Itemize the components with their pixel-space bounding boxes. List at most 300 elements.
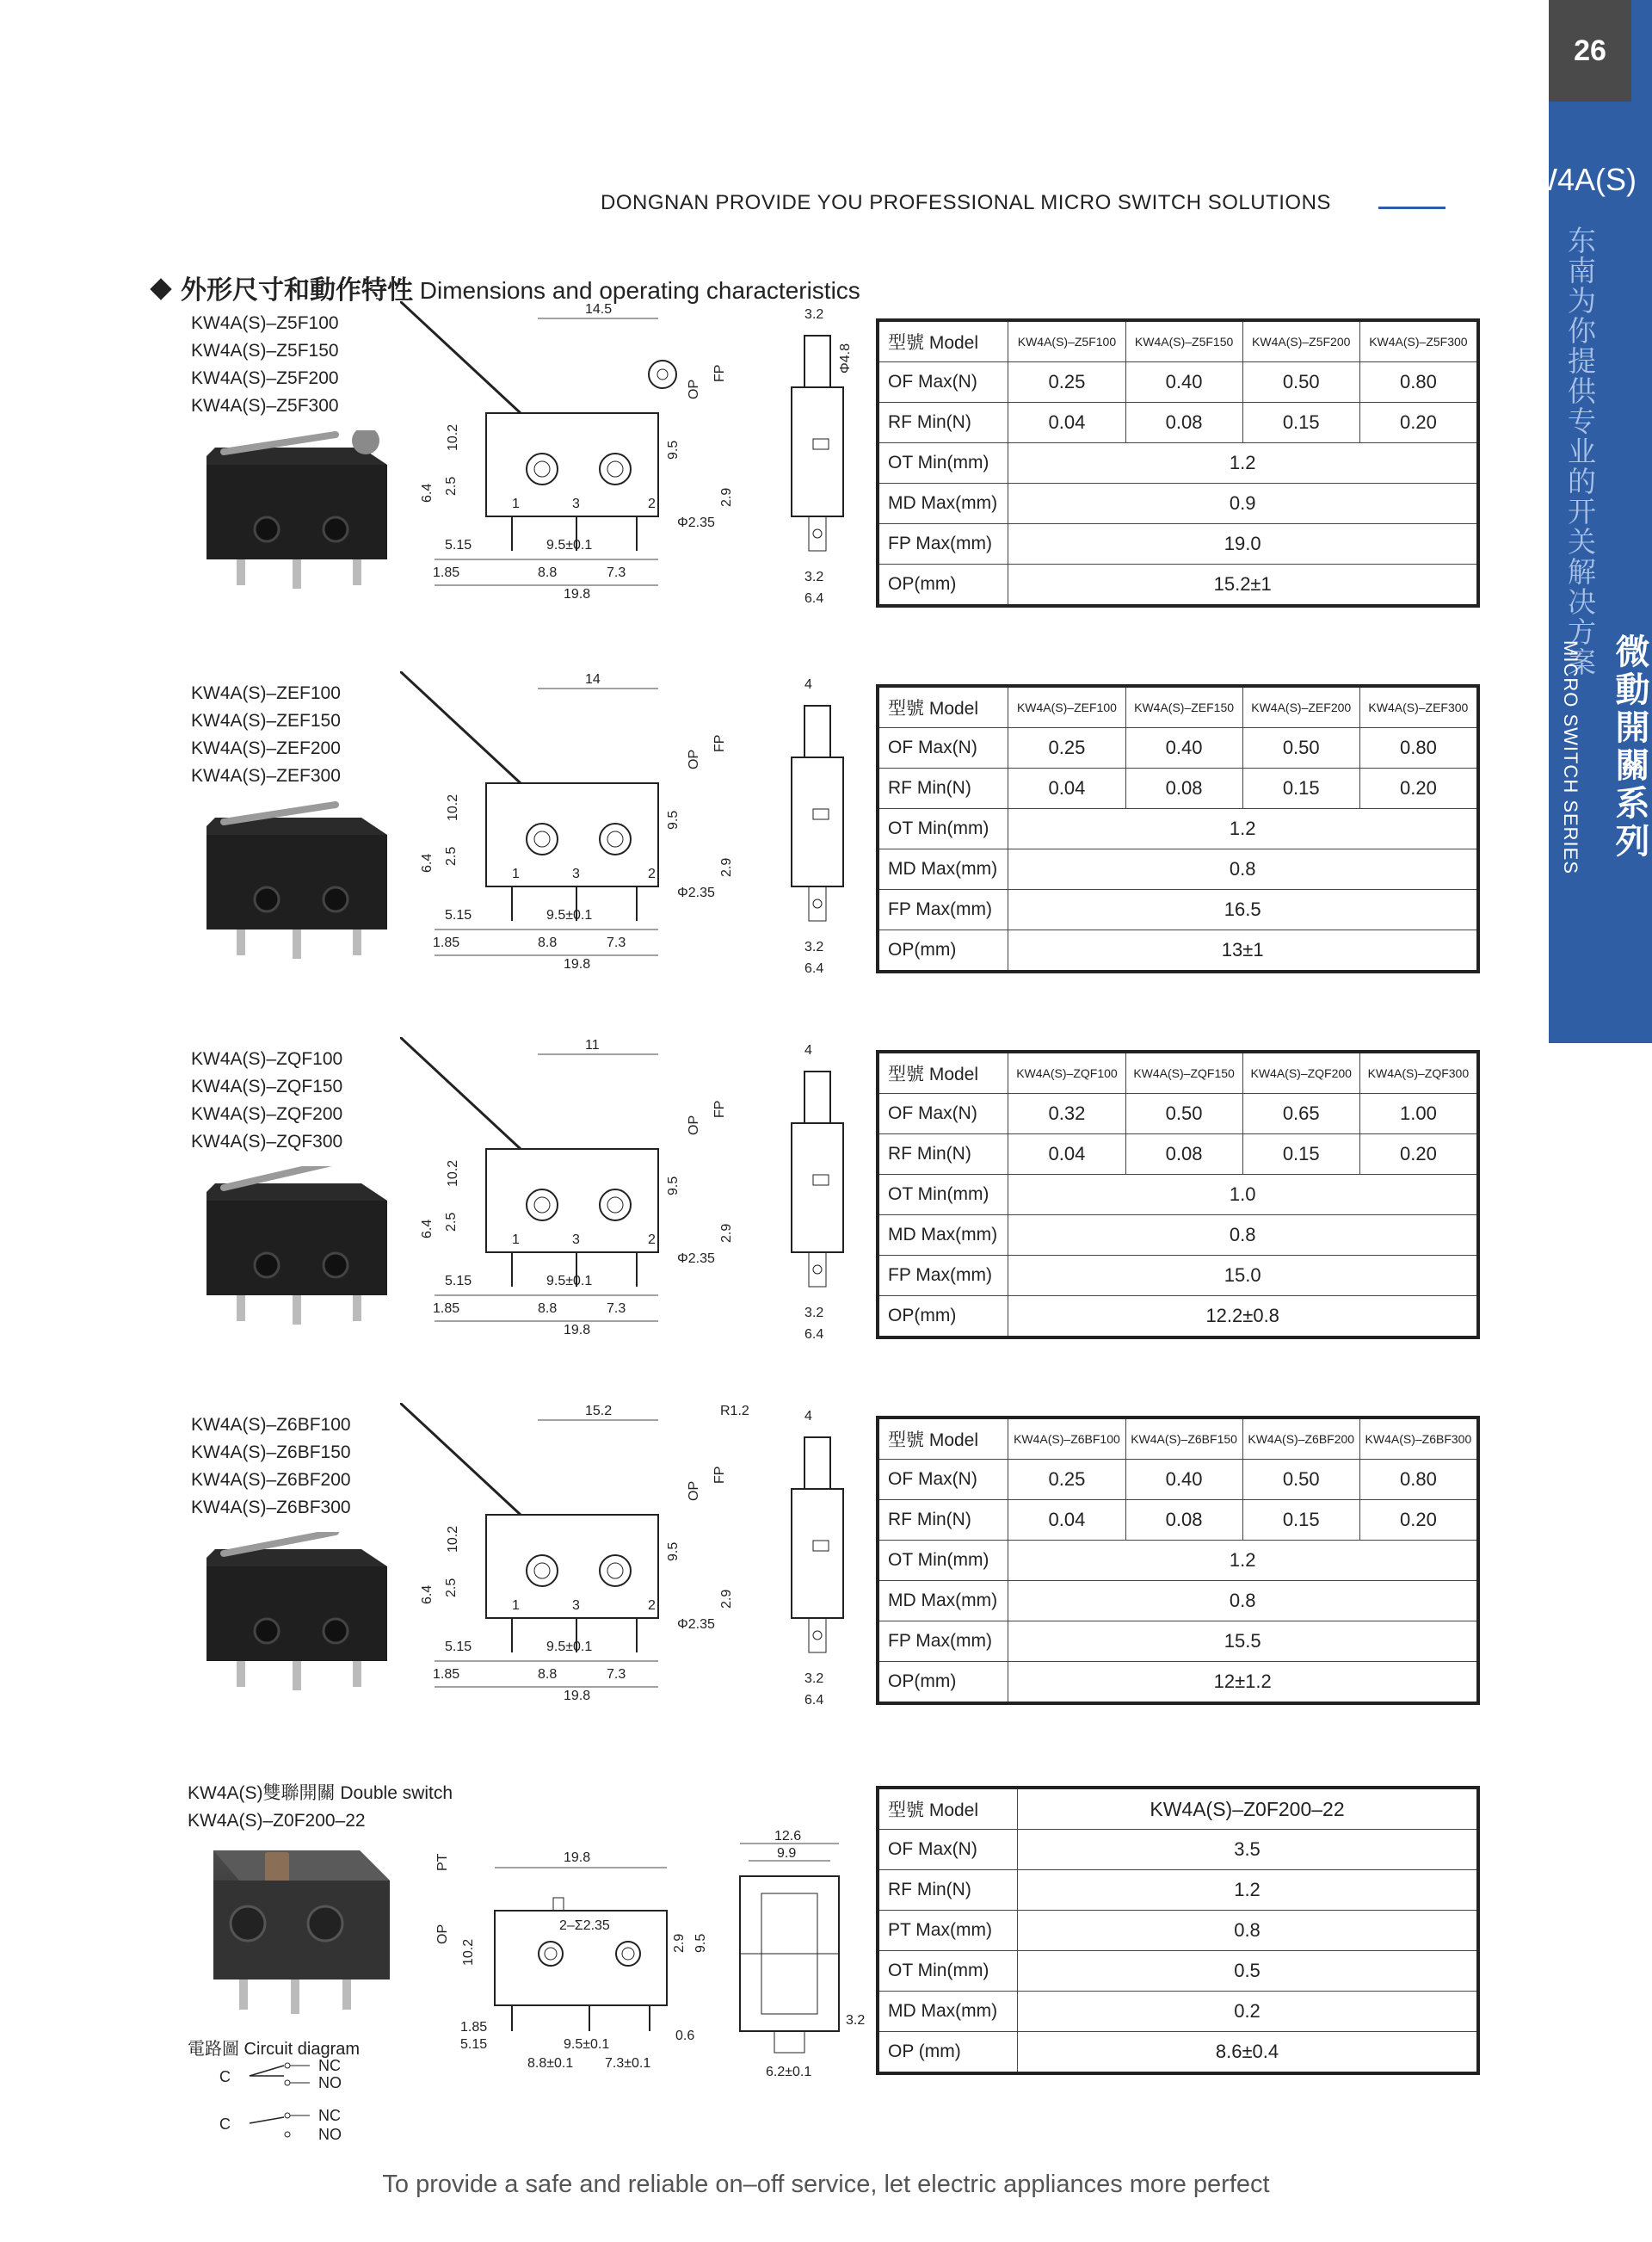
dim-tw1: 3.2	[804, 1671, 824, 1686]
model-list-item: KW4A(S)–Z6BF150	[191, 1442, 351, 1462]
table-row	[878, 890, 1478, 930]
dim-roller: Φ4.8	[838, 343, 853, 374]
dim-height: 10.2	[446, 1159, 460, 1187]
dim-d2: 2.9	[719, 1589, 734, 1609]
svg-text:OP: OP	[687, 1115, 701, 1135]
front-drawing	[400, 1037, 770, 1373]
dim-c5: 8.8±0.1	[527, 2056, 574, 2071]
dim-c5: 7.3	[607, 565, 626, 580]
row-label: OP (mm)	[878, 2032, 1018, 2074]
dim-c6: 19.8	[564, 1323, 591, 1337]
dim-length: 14.5	[585, 302, 613, 317]
of-value: 0.40	[1125, 362, 1242, 403]
model-list	[191, 1046, 342, 1156]
dim-c4: 8.8	[538, 936, 558, 950]
dim-pin: 2.5	[444, 846, 459, 866]
dim-w1: 12.6	[774, 1829, 802, 1844]
row-label: OP(mm)	[878, 1296, 1008, 1338]
model-list-item: KW4A(S)–ZEF150	[191, 711, 341, 731]
row-label: RF Min(N)	[878, 769, 1008, 809]
svg-text:OP: OP	[687, 1480, 701, 1501]
sidebar-model: KW4A(S)	[1507, 162, 1637, 197]
svg-text:FP: FP	[712, 1466, 727, 1484]
page-number: 26	[1549, 0, 1631, 102]
row-label: 型號 Model	[878, 320, 1008, 362]
dim-tw1: 3.2	[804, 1306, 824, 1320]
table-row	[878, 403, 1478, 443]
row-label: MD Max(mm)	[878, 1581, 1008, 1621]
dim-length: 15.2	[585, 1404, 613, 1418]
of-value: 0.50	[1125, 1094, 1242, 1134]
op-value: 12±1.2	[1008, 1662, 1478, 1704]
model-list-item: KW4A(S)–ZQF150	[191, 1077, 343, 1096]
dim-w2: 9.9	[777, 1846, 797, 1861]
model-list-item: KW4A(S)–Z6BF200	[191, 1470, 351, 1490]
model-header: KW4A(S)–ZEF300	[1359, 686, 1478, 728]
table-row	[878, 728, 1478, 769]
table-row	[878, 1052, 1478, 1094]
svg-text:1: 1	[512, 1232, 520, 1247]
table-row	[878, 1417, 1478, 1460]
dim-c6: 19.8	[564, 957, 591, 972]
of-value: 0.50	[1242, 728, 1359, 769]
side-drawing	[779, 1403, 873, 1713]
md-value: 0.8	[1008, 1215, 1478, 1256]
model-list-item: KW4A(S)–Z5F100	[191, 313, 339, 333]
dim-radius: R1.2	[720, 1404, 749, 1418]
model-header: KW4A(S)–Z5F150	[1125, 320, 1242, 362]
double-value: 1.2	[1018, 1870, 1479, 1911]
rf-value: 0.20	[1359, 403, 1478, 443]
tagline: DONGNAN PROVIDE YOU PROFESSIONAL MICRO SWITCH SOLUTIONS	[601, 191, 1331, 214]
sidebar-series-en: MICRO SWITCH SERIES	[1560, 640, 1581, 875]
dim-height: 10.2	[446, 1525, 460, 1553]
model-list	[191, 310, 339, 420]
dim-d1: 2.9	[672, 1933, 687, 1953]
row-label: OP(mm)	[878, 1662, 1008, 1704]
dim-w: 4	[804, 1409, 812, 1424]
of-value: 0.40	[1125, 1460, 1242, 1500]
dim-pin: 2.5	[444, 476, 459, 496]
dim-d1: 9.5	[666, 1176, 681, 1195]
dim-tw1: 3.2	[804, 570, 824, 584]
row-label: RF Min(N)	[878, 1134, 1008, 1175]
dim-w3: 3.2	[846, 2013, 866, 2028]
spec-table	[876, 1416, 1480, 1705]
svg-text:3: 3	[572, 867, 580, 881]
circuit-nc1: NC	[318, 2059, 341, 2074]
svg-text:3: 3	[572, 1598, 580, 1613]
double-value: 8.6±0.4	[1018, 2032, 1479, 2074]
svg-text:2: 2	[648, 1232, 656, 1247]
row-label: MD Max(mm)	[878, 1992, 1018, 2032]
op-value: 13±1	[1008, 930, 1478, 973]
dim-height: 10.2	[446, 423, 460, 451]
dim-d2: 9.5	[693, 1933, 708, 1953]
dim-pinh: 6.4	[420, 853, 435, 873]
table-row	[878, 1621, 1478, 1662]
front-drawing	[400, 671, 770, 1007]
spec-table	[876, 1050, 1480, 1339]
svg-text:FP: FP	[712, 734, 727, 752]
dim-length: 14	[585, 672, 601, 687]
dim-d2: 2.9	[719, 487, 734, 507]
table-row	[878, 1911, 1478, 1951]
svg-text:FP: FP	[712, 364, 727, 382]
table-row	[878, 1788, 1478, 1830]
dim-c6: 19.8	[564, 1689, 591, 1703]
dim-w4: 6.2±0.1	[766, 2065, 812, 2079]
row-label: 型號 Model	[878, 686, 1008, 728]
model-header: KW4A(S)–Z5F300	[1359, 320, 1478, 362]
table-row	[878, 769, 1478, 809]
table-row	[878, 930, 1478, 973]
dim-c4: 8.8	[538, 1667, 558, 1682]
model-header: KW4A(S)–ZEF100	[1008, 686, 1125, 728]
dim-w: 3.2	[804, 307, 824, 322]
rf-value: 0.20	[1359, 769, 1478, 809]
switch-photo	[189, 430, 396, 594]
dim-c3: 1.85	[433, 565, 460, 580]
sidebar-series-cn: 微動開關系列	[1611, 633, 1649, 861]
row-label: PT Max(mm)	[878, 1911, 1018, 1951]
md-value: 0.9	[1008, 484, 1478, 524]
dim-pinh: 6.4	[420, 1219, 435, 1238]
dim-tw2: 6.4	[804, 591, 824, 606]
dim-c4: 8.8	[538, 565, 558, 580]
rf-value: 0.20	[1359, 1134, 1478, 1175]
dim-c1: 5.15	[445, 908, 472, 923]
side-drawing	[779, 671, 873, 981]
model-header: KW4A(S)–Z5F200	[1242, 320, 1359, 362]
double-switch-photo	[188, 1842, 403, 2027]
svg-text:1: 1	[512, 1598, 520, 1613]
row-label: FP Max(mm)	[878, 524, 1008, 565]
dim-c3: 9.5±0.1	[564, 2037, 610, 2052]
table-row	[878, 565, 1478, 607]
model-header: KW4A(S)–ZQF150	[1125, 1052, 1242, 1094]
of-value: 1.00	[1359, 1094, 1478, 1134]
table-row	[878, 1870, 1478, 1911]
model-header: KW4A(S)–Z5F100	[1008, 320, 1125, 362]
dim-c2: 9.5±0.1	[546, 1274, 593, 1288]
model-header: KW4A(S)–ZQF200	[1242, 1052, 1359, 1094]
ot-value: 1.0	[1008, 1175, 1478, 1215]
table-row	[878, 1581, 1478, 1621]
model-header: KW4A(S)–Z6BF100	[1008, 1417, 1125, 1460]
dim-c2: 5.15	[460, 2037, 488, 2052]
double-model: KW4A(S)–Z0F200–22	[1018, 1788, 1479, 1830]
dim-c5: 7.3	[607, 1301, 626, 1316]
dim-c2: 9.5±0.1	[546, 538, 593, 553]
fp-value: 15.0	[1008, 1256, 1478, 1296]
dim-hole: Φ2.35	[677, 516, 715, 530]
dim-op: OP	[435, 1924, 450, 1944]
circuit-nc2: NC	[318, 2107, 341, 2124]
dim-length: 19.8	[564, 1850, 591, 1865]
of-value: 0.50	[1242, 1460, 1359, 1500]
ot-value: 1.2	[1008, 1541, 1478, 1581]
circuit-c1: C	[219, 2068, 231, 2085]
row-label: OF Max(N)	[878, 362, 1008, 403]
tagline-rule	[1378, 207, 1446, 209]
switch-photo	[189, 1532, 396, 1695]
circuit-diagram	[215, 2059, 387, 2155]
svg-text:3: 3	[572, 1232, 580, 1247]
spec-table	[876, 684, 1480, 973]
dim-c1: 5.15	[445, 538, 472, 553]
row-label: OT Min(mm)	[878, 443, 1008, 484]
of-value: 0.40	[1125, 728, 1242, 769]
rf-value: 0.08	[1125, 403, 1242, 443]
fp-value: 19.0	[1008, 524, 1478, 565]
table-row	[878, 1460, 1478, 1500]
dim-c4: 8.8	[538, 1301, 558, 1316]
rf-value: 0.04	[1008, 1500, 1125, 1541]
table-row	[878, 1094, 1478, 1134]
row-label: OF Max(N)	[878, 728, 1008, 769]
row-label: OT Min(mm)	[878, 1951, 1018, 1992]
rf-value: 0.15	[1242, 1500, 1359, 1541]
dim-c3: 1.85	[433, 1667, 460, 1682]
of-value: 0.65	[1242, 1094, 1359, 1134]
of-value: 0.32	[1008, 1094, 1125, 1134]
model-header: KW4A(S)–Z6BF150	[1125, 1417, 1242, 1460]
model-header: KW4A(S)–Z6BF200	[1242, 1417, 1359, 1460]
dim-c2: 9.5±0.1	[546, 908, 593, 923]
table-row	[878, 2032, 1478, 2074]
model-list-item: KW4A(S)–ZEF100	[191, 683, 341, 703]
dim-d2: 2.9	[719, 857, 734, 877]
table-row	[878, 1215, 1478, 1256]
rf-value: 0.04	[1008, 769, 1125, 809]
fp-value: 15.5	[1008, 1621, 1478, 1662]
of-value: 0.80	[1359, 728, 1478, 769]
of-value: 0.80	[1359, 1460, 1478, 1500]
dim-c1: 5.15	[445, 1274, 472, 1288]
dim-c2: 9.5±0.1	[546, 1640, 593, 1654]
model-list-item: KW4A(S)–Z6BF300	[191, 1498, 351, 1517]
dim-height: 10.2	[446, 794, 460, 821]
sidebar-tip	[1549, 947, 1652, 1046]
model-header: KW4A(S)–ZEF200	[1242, 686, 1359, 728]
op-value: 15.2±1	[1008, 565, 1478, 607]
double-value: 0.5	[1018, 1951, 1479, 1992]
dim-c4: 0.6	[675, 2029, 695, 2043]
dim-pin: 2.5	[444, 1578, 459, 1597]
row-label: OF Max(N)	[878, 1094, 1008, 1134]
model-header: KW4A(S)–ZQF100	[1008, 1052, 1125, 1094]
rf-value: 0.08	[1125, 1500, 1242, 1541]
md-value: 0.8	[1008, 1581, 1478, 1621]
table-row	[878, 1992, 1478, 2032]
dim-height: 10.2	[461, 1938, 476, 1966]
of-value: 0.25	[1008, 362, 1125, 403]
rf-value: 0.15	[1242, 1134, 1359, 1175]
model-list-item: KW4A(S)–Z6BF100	[191, 1415, 351, 1435]
rf-value: 0.04	[1008, 403, 1125, 443]
model-list-item: KW4A(S)–Z5F150	[191, 341, 339, 361]
table-row	[878, 1830, 1478, 1870]
model-list	[191, 680, 341, 790]
dim-d1: 9.5	[666, 810, 681, 830]
rf-value: 0.08	[1125, 1134, 1242, 1175]
table-row	[878, 686, 1478, 728]
table-row	[878, 1662, 1478, 1704]
svg-text:OP: OP	[687, 379, 701, 399]
model-list-item: KW4A(S)–Z5F200	[191, 368, 339, 388]
row-label: RF Min(N)	[878, 1500, 1008, 1541]
double-title: KW4A(S)雙聯開關 Double switch	[188, 1783, 453, 1803]
row-label: RF Min(N)	[878, 1870, 1018, 1911]
dim-c1: 1.85	[460, 2020, 488, 2035]
dim-tw2: 6.4	[804, 961, 824, 976]
table-row	[878, 484, 1478, 524]
table-row	[878, 443, 1478, 484]
table-row	[878, 809, 1478, 849]
circuit-c2: C	[219, 2115, 231, 2133]
model-list	[191, 1411, 351, 1522]
diamond-icon	[150, 278, 171, 300]
svg-text:2: 2	[648, 867, 656, 881]
model-list-item: KW4A(S)–Z5F300	[191, 396, 339, 416]
circuit-title: 電路圖 Circuit diagram	[188, 2040, 361, 2059]
row-label: MD Max(mm)	[878, 1215, 1008, 1256]
row-label: OT Min(mm)	[878, 809, 1008, 849]
svg-text:3: 3	[572, 497, 580, 511]
circuit-no1: NO	[318, 2074, 342, 2091]
table-row	[878, 1296, 1478, 1338]
table-row	[878, 320, 1478, 362]
row-label: OT Min(mm)	[878, 1541, 1008, 1581]
table-row	[878, 1175, 1478, 1215]
table-row	[878, 1951, 1478, 1992]
dim-c5: 7.3	[607, 1667, 626, 1682]
dim-hole: Φ2.35	[677, 1251, 715, 1266]
spec-table	[876, 318, 1480, 608]
row-label: FP Max(mm)	[878, 1621, 1008, 1662]
row-label: FP Max(mm)	[878, 890, 1008, 930]
table-row	[878, 1134, 1478, 1175]
model-list-item: KW4A(S)–ZQF100	[191, 1049, 343, 1069]
dim-tw2: 6.4	[804, 1693, 824, 1708]
dim-c6: 19.8	[564, 587, 591, 602]
dim-pinh: 6.4	[420, 483, 435, 503]
rf-value: 0.20	[1359, 1500, 1478, 1541]
of-value: 0.80	[1359, 362, 1478, 403]
svg-text:OP: OP	[687, 749, 701, 769]
double-spec-table	[876, 1786, 1480, 2075]
dim-holes: 2–Σ2.35	[559, 1918, 610, 1933]
svg-text:FP: FP	[712, 1100, 727, 1118]
table-row	[878, 1541, 1478, 1581]
switch-photo	[189, 800, 396, 964]
front-drawing	[400, 1403, 770, 1739]
table-row	[878, 362, 1478, 403]
row-label: MD Max(mm)	[878, 849, 1008, 890]
dim-w: 4	[804, 677, 812, 692]
svg-text:2: 2	[648, 497, 656, 511]
model-list-item: KW4A(S)–ZEF200	[191, 738, 341, 758]
rf-value: 0.15	[1242, 769, 1359, 809]
model-header: KW4A(S)–Z6BF300	[1359, 1417, 1478, 1460]
table-row	[878, 849, 1478, 890]
table-row	[878, 524, 1478, 565]
row-label: RF Min(N)	[878, 403, 1008, 443]
md-value: 0.8	[1008, 849, 1478, 890]
rf-value: 0.08	[1125, 769, 1242, 809]
table-row	[878, 1500, 1478, 1541]
switch-photo	[189, 1166, 396, 1330]
row-label: MD Max(mm)	[878, 484, 1008, 524]
fp-value: 16.5	[1008, 890, 1478, 930]
model-list-item: KW4A(S)–ZEF300	[191, 766, 341, 786]
model-header: KW4A(S)–ZEF150	[1125, 686, 1242, 728]
double-model-line: KW4A(S)–Z0F200–22	[188, 1811, 366, 1831]
table-row	[878, 1256, 1478, 1296]
dim-w: 4	[804, 1043, 812, 1058]
dim-length: 11	[585, 1038, 600, 1053]
double-value: 0.8	[1018, 1911, 1479, 1951]
rf-value: 0.15	[1242, 403, 1359, 443]
row-label: OF Max(N)	[878, 1460, 1008, 1500]
row-label: OF Max(N)	[878, 1830, 1018, 1870]
dim-c6: 7.3±0.1	[605, 2056, 651, 2071]
row-label: 型號 Model	[878, 1052, 1008, 1094]
rf-value: 0.04	[1008, 1134, 1125, 1175]
svg-text:1: 1	[512, 497, 520, 511]
model-header: KW4A(S)–ZQF300	[1359, 1052, 1478, 1094]
circuit-no2: NO	[318, 2126, 342, 2143]
row-label: 型號 Model	[878, 1788, 1018, 1830]
footer-slogan: To provide a safe and reliable on–off service, let electric appliances more perfect	[382, 2171, 1270, 2198]
ot-value: 1.2	[1008, 443, 1478, 484]
svg-text:2: 2	[648, 1598, 656, 1613]
double-front-drawing	[435, 1833, 727, 2083]
row-label: OP(mm)	[878, 565, 1008, 607]
dim-c3: 1.85	[433, 1301, 460, 1316]
of-value: 0.25	[1008, 1460, 1125, 1500]
dim-pin: 2.5	[444, 1212, 459, 1232]
dim-tw1: 3.2	[804, 940, 824, 954]
section-title-en: Dimensions and operating characteristics	[419, 277, 860, 304]
of-value: 0.50	[1242, 362, 1359, 403]
section-title-cn: 外形尺寸和動作特性	[181, 276, 413, 305]
op-value: 12.2±0.8	[1008, 1296, 1478, 1338]
side-drawing	[779, 301, 873, 611]
row-label: 型號 Model	[878, 1417, 1008, 1460]
double-value: 3.5	[1018, 1830, 1479, 1870]
front-drawing	[400, 301, 770, 637]
dim-pt: PT	[435, 1853, 450, 1871]
dim-c5: 7.3	[607, 936, 626, 950]
side-drawing	[779, 1037, 873, 1347]
dim-d1: 9.5	[666, 440, 681, 460]
double-side-drawing	[727, 1825, 882, 2083]
model-list-item: KW4A(S)–ZQF300	[191, 1132, 343, 1152]
dim-pinh: 6.4	[420, 1584, 435, 1604]
ot-value: 1.2	[1008, 809, 1478, 849]
dim-hole: Φ2.35	[677, 1617, 715, 1632]
dim-hole: Φ2.35	[677, 886, 715, 900]
dim-c1: 5.15	[445, 1640, 472, 1654]
row-label: OT Min(mm)	[878, 1175, 1008, 1215]
of-value: 0.25	[1008, 728, 1125, 769]
double-value: 0.2	[1018, 1992, 1479, 2032]
svg-text:1: 1	[512, 867, 520, 881]
dim-c3: 1.85	[433, 936, 460, 950]
dim-d2: 2.9	[719, 1223, 734, 1243]
